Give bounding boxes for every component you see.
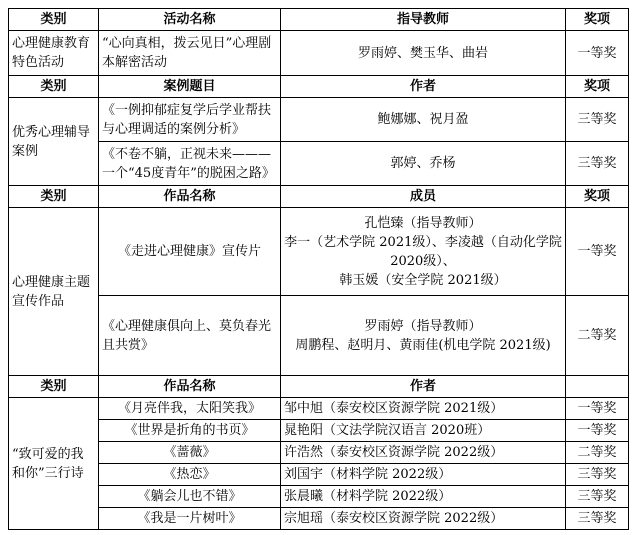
award-cell: 三等奖: [566, 508, 629, 530]
award-cell: 二等奖: [566, 296, 629, 376]
table-row: [9, 508, 629, 530]
header-work-name: 作品名称: [99, 376, 281, 398]
header-category: 类别: [9, 9, 99, 31]
table-row: [9, 142, 629, 186]
award-cell: 三等奖: [566, 464, 629, 486]
poem-title-cell: 《我是一片树叶》: [99, 508, 281, 530]
author-cell: 刘国宇（材料学院 2022级）: [281, 464, 566, 486]
member-line: 李一（艺术学院 2021级）、李凌越（自动化学院 2020级）、: [284, 234, 562, 269]
header-members: 成员: [281, 186, 566, 208]
table-row: [9, 208, 629, 296]
member-line: 罗雨婷（指导教师）: [364, 318, 482, 334]
header-category: 类别: [9, 186, 99, 208]
member-line: 孔恺臻（指导教师）: [364, 215, 482, 231]
category-cell: 心理健康教育特色活动: [9, 31, 99, 76]
poem-title-cell: 《热恋》: [99, 464, 281, 486]
table-row: [9, 398, 629, 420]
header-category: 类别: [9, 76, 99, 98]
award-cell: 三等奖: [566, 98, 629, 142]
people-cell: 罗雨婷、樊玉华、曲岩: [281, 31, 566, 76]
people-cell: 鲍娜娜、祝月盈: [281, 98, 566, 142]
table-row: [9, 420, 629, 442]
awards-table: [8, 8, 629, 530]
author-cell: 邹中旭（泰安校区资源学院 2021级）: [281, 398, 566, 420]
poem-title-cell: 《蔷薇》: [99, 442, 281, 464]
section3-header-row: [9, 186, 629, 208]
case-title-cell: 《一例抑郁症复学后学业帮扶与心理调适的案例分析》: [99, 98, 281, 142]
header-activity-name: 活动名称: [99, 9, 281, 31]
table-row: [9, 296, 629, 376]
award-cell: 一等奖: [566, 31, 629, 76]
author-cell: 张晨曦（材料学院 2022级）: [281, 486, 566, 508]
header-work-name: 作品名称: [99, 186, 281, 208]
author-cell: 宗旭瑶（泰安校区资源学院 2022级）: [281, 508, 566, 530]
category-cell: 心理健康主题宣传作品: [9, 208, 99, 376]
section2-header-row: [9, 76, 629, 98]
section1-header-row: [9, 9, 629, 31]
award-cell: 一等奖: [566, 420, 629, 442]
case-title-cell: 《不卷不躺，正视未来———一个“45度青年”的脱困之路》: [99, 142, 281, 186]
header-category: 类别: [9, 376, 99, 398]
activity-name-cell: “心向真相，拨云见日”心理剧本解密活动: [99, 31, 281, 76]
member-line: 韩玉媛（安全学院 2021级）: [339, 272, 507, 288]
awards-table-container: [8, 8, 629, 530]
header-award: 奖项: [566, 9, 629, 31]
table-row: [9, 31, 629, 76]
header-instructor: 指导教师: [281, 9, 566, 31]
poem-title-cell: 《世界是折角的书页》: [99, 420, 281, 442]
award-cell: 二等奖: [566, 442, 629, 464]
award-cell: 三等奖: [566, 142, 629, 186]
work-name-cell: 《走进心理健康》宣传片: [99, 208, 281, 296]
table-row: [9, 464, 629, 486]
award-cell: 三等奖: [566, 486, 629, 508]
poem-title-cell: 《月亮伴我，太阳笑我》: [99, 398, 281, 420]
poem-title-cell: 《躺会儿也不错》: [99, 486, 281, 508]
members-cell: [281, 208, 566, 296]
author-cell: 晁艳阳（文法学院汉语言 2020班）: [281, 420, 566, 442]
header-case-title: 案例题目: [99, 76, 281, 98]
header-author: 作者: [281, 376, 566, 398]
category-cell: 优秀心理辅导案例: [9, 98, 99, 186]
header-award: [566, 376, 629, 398]
header-author: 作者: [281, 76, 566, 98]
award-cell: 一等奖: [566, 398, 629, 420]
header-award: 奖项: [566, 76, 629, 98]
member-line: 周鹏程、赵明月、黄雨佳(机电学院 2021级): [295, 337, 551, 353]
award-cell: 一等奖: [566, 208, 629, 296]
members-cell: [281, 296, 566, 376]
header-award: 奖项: [566, 186, 629, 208]
table-row: [9, 442, 629, 464]
author-cell: 许浩然（泰安校区资源学院 2022级）: [281, 442, 566, 464]
table-row: [9, 98, 629, 142]
category-cell: “致可爱的我和你”三行诗: [9, 398, 99, 530]
section4-header-row: [9, 376, 629, 398]
people-cell: 郭婷、乔杨: [281, 142, 566, 186]
work-name-cell: 《心理健康俱向上、莫负春光且共赏》: [99, 296, 281, 376]
table-row: [9, 486, 629, 508]
